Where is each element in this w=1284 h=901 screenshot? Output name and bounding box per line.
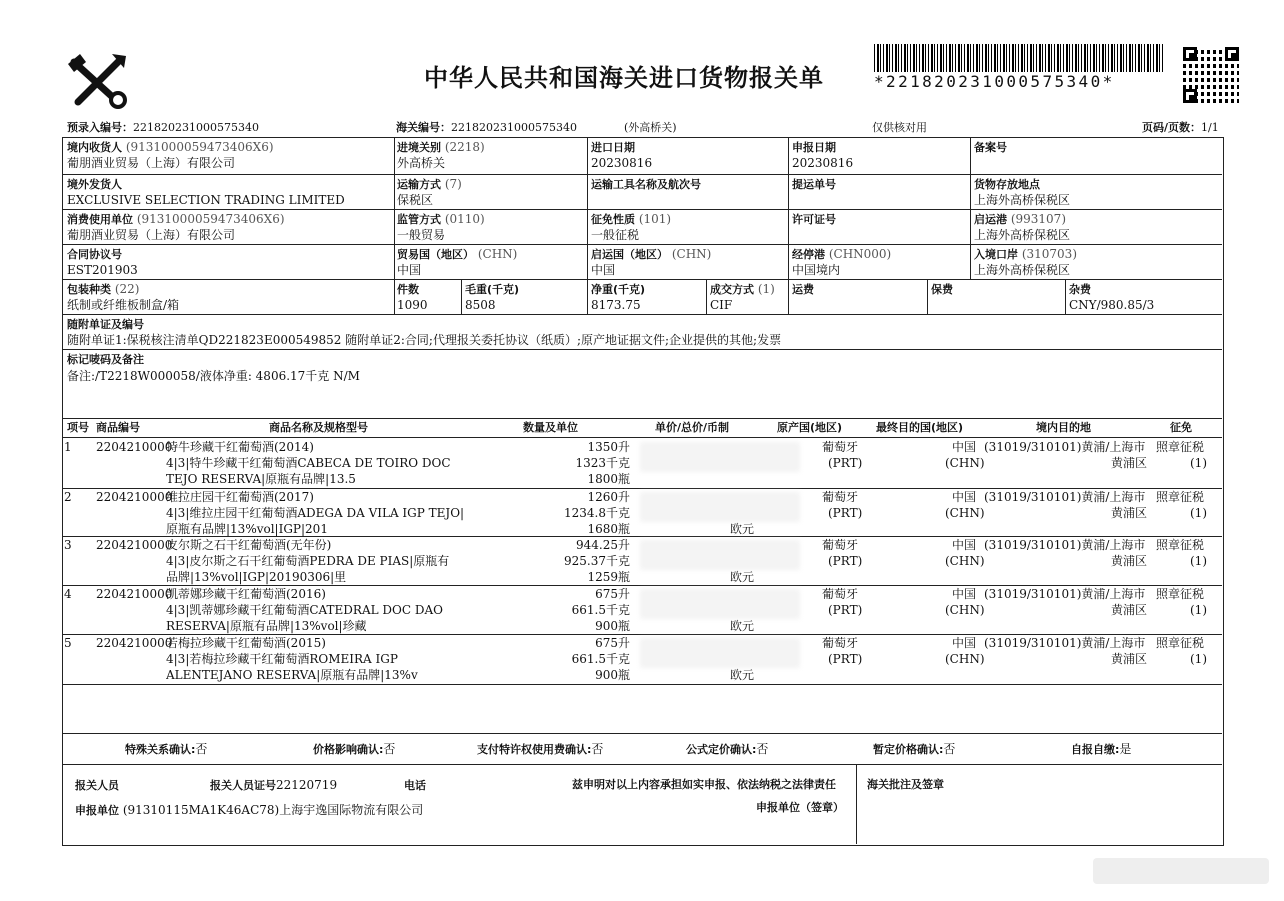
qr-code — [1183, 47, 1239, 103]
goods-dest: (31019/310101)黄浦/上海市 — [984, 636, 1146, 650]
goods-dest-country: 中国 — [952, 587, 977, 601]
goods-qty-kg: 661.5千克 — [571, 652, 630, 666]
goods-name: 特牛珍藏干红葡萄酒(2014) — [166, 440, 314, 454]
goods-spec-cont: 品牌|13%vol|IGP|20190306|里 — [166, 570, 347, 584]
goods-name: 维拉庄园干红葡萄酒(2017) — [166, 490, 314, 504]
import-date-value: 20230816 — [591, 156, 653, 170]
shipper-label: 境外发货人 — [67, 178, 122, 191]
package-type-label: 包装种类 (22) — [67, 282, 140, 296]
goods-dest-district: 黄浦区 — [1111, 456, 1148, 470]
supervision-value: 一般贸易 — [397, 228, 446, 242]
goods-dest-country: 中国 — [952, 538, 977, 552]
special-relationship-confirm: 特殊关系确认:否 — [125, 742, 208, 756]
consumer-value: 葡朋酒业贸易（上海）有限公司 — [67, 228, 236, 242]
goods-levy: 照章征税 — [1156, 440, 1205, 454]
goods-origin: 葡萄牙 — [822, 538, 859, 552]
customs-sign-label: 海关批注及签章 — [867, 778, 944, 791]
goods-qty-kg: 1234.8千克 — [564, 506, 630, 520]
goods-dest-district: 黄浦区 — [1111, 603, 1148, 617]
package-type-value: 纸制或纤维板制盒/箱 — [67, 298, 180, 312]
license-label: 许可证号 — [792, 213, 836, 226]
goods-currency: 欧元 — [730, 619, 755, 633]
goods-levy-code: (1) — [1190, 652, 1207, 666]
contract-label: 合同协议号 — [67, 248, 122, 261]
goods-currency: 欧元 — [730, 522, 755, 536]
consumer-label: 消费使用单位 (9131000059473406X6) — [67, 212, 285, 226]
goods-origin: 葡萄牙 — [822, 636, 859, 650]
goods-price-redacted — [640, 589, 800, 619]
vessel-label: 运输工具名称及航次号 — [591, 178, 701, 191]
broker-cert: 报关人员证号22120719 — [210, 778, 338, 792]
verification-note: 仅供核对用 — [872, 121, 927, 134]
goods-dest-country-code: (CHN) — [945, 652, 985, 666]
barcode — [874, 44, 1164, 72]
goods-no: 2 — [64, 490, 72, 504]
goods-code: 2204210000 — [96, 636, 173, 650]
misc-fee-value: CNY/980.85/3 — [1069, 298, 1155, 312]
goods-levy-code: (1) — [1190, 506, 1207, 520]
goods-no: 4 — [64, 587, 72, 601]
freight-label: 运费 — [792, 283, 814, 296]
goods-levy: 照章征税 — [1156, 490, 1205, 504]
entry-port-customs-label: 进境关别 (2218) — [397, 140, 485, 154]
goods-no: 5 — [64, 636, 72, 650]
goods-spec-cont: TEJO RESERVA|原瓶有品牌|13.5 — [166, 472, 356, 486]
goods-qty-bottles: 1800瓶 — [587, 472, 630, 486]
entry-port-label: 入境口岸 (310703) — [974, 247, 1077, 261]
self-payment-confirm: 自报自缴:是 — [1071, 742, 1132, 756]
goods-origin-code: (PRT) — [828, 603, 863, 617]
goods-levy: 照章征税 — [1156, 587, 1205, 601]
entry-port-value: 上海外高桥保税区 — [974, 263, 1071, 277]
price-impact-confirm: 价格影响确认:否 — [313, 742, 396, 756]
goods-dest: (31019/310101)黄浦/上海市 — [984, 587, 1146, 601]
terms-label: 成交方式 (1) — [710, 282, 775, 296]
pre-entry-number: 预录入编号：221820231000575340 — [67, 121, 259, 134]
goods-dest-country-code: (CHN) — [945, 554, 985, 568]
entry-port-customs-value: 外高桥关 — [397, 156, 446, 170]
royalty-confirm: 支付特许权使用费确认:否 — [477, 742, 604, 756]
goods-name: 凯蒂娜珍藏干红葡萄酒(2016) — [166, 587, 326, 601]
goods-dest-country: 中国 — [952, 636, 977, 650]
transit-port-label: 经停港 (CHN000) — [792, 247, 892, 261]
declaration-statement: 兹申明对以上内容承担如实申报、依法纳税之法律责任 — [572, 778, 836, 791]
goods-header-dest-country: 最终目的国(地区) — [876, 421, 964, 434]
goods-code: 2204210000 — [96, 538, 173, 552]
goods-levy-code: (1) — [1190, 603, 1207, 617]
goods-dest-district: 黄浦区 — [1111, 652, 1148, 666]
supervision-label: 监管方式 (0110) — [397, 212, 485, 226]
goods-dest: (31019/310101)黄浦/上海市 — [984, 440, 1146, 454]
goods-code: 2204210000 — [96, 587, 173, 601]
transit-port-value: 中国境内 — [792, 263, 841, 277]
pieces-value: 1090 — [397, 298, 428, 312]
insurance-label: 保费 — [931, 283, 953, 296]
goods-dest-country-code: (CHN) — [945, 603, 985, 617]
phone-label: 电话 — [404, 779, 426, 792]
goods-dest: (31019/310101)黄浦/上海市 — [984, 490, 1146, 504]
goods-origin-code: (PRT) — [828, 506, 863, 520]
goods-qty-kg: 925.37千克 — [564, 554, 630, 568]
goods-origin-code: (PRT) — [828, 456, 863, 470]
goods-no: 1 — [64, 440, 72, 454]
transport-mode-label: 运输方式 (7) — [397, 177, 462, 191]
goods-dest-country-code: (CHN) — [945, 456, 985, 470]
documents-value: 随附单证1:保税核注清单QD221823E000549852 随附单证2:合同;代理报关委托协议（纸质）;原产地证据文件;企业提供的其他;发票 — [67, 333, 782, 347]
goods-currency: 欧元 — [730, 668, 755, 682]
marks-label: 标记唛码及备注 — [67, 353, 144, 366]
goods-spec-cont: RESERVA|原瓶有品牌|13%vol|珍藏 — [166, 619, 367, 633]
goods-origin: 葡萄牙 — [822, 440, 859, 454]
goods-levy: 照章征税 — [1156, 636, 1205, 650]
net-weight-value: 8173.75 — [591, 298, 641, 312]
goods-origin-code: (PRT) — [828, 554, 863, 568]
goods-header-price: 单价/总价/币制 — [655, 421, 730, 434]
goods-levy-code: (1) — [1190, 456, 1207, 470]
goods-header-origin: 原产国(地区) — [777, 421, 843, 434]
goods-name: 皮尔斯之石干红葡萄酒(无年份) — [166, 538, 332, 552]
goods-price-redacted — [640, 638, 800, 668]
misc-fee-label: 杂费 — [1069, 283, 1091, 296]
goods-qty-liters: 944.25升 — [576, 538, 630, 552]
transport-mode-value: 保税区 — [397, 193, 434, 207]
goods-spec-cont: ALENTEJANO RESERVA|原瓶有品牌|13%v — [166, 668, 418, 682]
dispatch-country-value: 中国 — [591, 263, 616, 277]
goods-spec: 4|3|若梅拉珍藏干红葡萄酒ROMEIRA IGP — [166, 652, 398, 666]
goods-code: 2204210000 — [96, 490, 173, 504]
marks-value: 备注:/T2218W000058/液体净重: 4806.17千克 N/M — [67, 369, 360, 383]
goods-spec: 4|3|凯蒂娜珍藏干红葡萄酒CATEDRAL DOC DAO — [166, 603, 443, 617]
terms-value: CIF — [710, 298, 733, 312]
goods-qty-liters: 1350升 — [587, 440, 630, 454]
shipper-value: EXCLUSIVE SELECTION TRADING LIMITED — [67, 193, 345, 207]
page-title: 中华人民共和国海关进口货物报关单 — [424, 64, 824, 92]
goods-no: 3 — [64, 538, 72, 552]
documents-label: 随附单证及编号 — [67, 318, 144, 331]
goods-levy-code: (1) — [1190, 554, 1207, 568]
levy-nature-value: 一般征税 — [591, 228, 640, 242]
formula-price-confirm: 公式定价确认:否 — [686, 742, 769, 756]
broker-label: 报关人员 — [75, 779, 119, 792]
declaration-date-value: 20230816 — [792, 156, 854, 170]
goods-header-levy: 征免 — [1170, 421, 1192, 434]
goods-price-redacted — [640, 492, 800, 522]
storage-location-value: 上海外高桥保税区 — [974, 193, 1071, 207]
goods-qty-bottles: 1680瓶 — [587, 522, 630, 536]
goods-price-redacted — [640, 442, 800, 472]
declaration-date-label: 申报日期 — [792, 141, 836, 154]
goods-code: 2204210000 — [96, 440, 173, 454]
goods-qty-bottles: 1259瓶 — [587, 570, 630, 584]
customs-number: 海关编号：221820231000575340 — [396, 121, 577, 134]
goods-dest-district: 黄浦区 — [1111, 554, 1148, 568]
declaring-unit: 申报单位 (91310115MA1K46AC78)上海宇逸国际物流有限公司 — [75, 803, 424, 817]
goods-levy: 照章征税 — [1156, 538, 1205, 552]
goods-header-code: 商品编号 — [96, 421, 140, 434]
gross-weight-label: 毛重(千克) — [465, 283, 520, 296]
goods-price-redacted — [640, 540, 800, 570]
goods-origin: 葡萄牙 — [822, 490, 859, 504]
customs-office: (外高桥关) — [624, 121, 677, 134]
goods-spec: 4|3|皮尔斯之石干红葡萄酒PEDRA DE PIAS|原瓶有 — [166, 554, 450, 568]
goods-name: 若梅拉珍藏干红葡萄酒(2015) — [166, 636, 326, 650]
goods-qty-liters: 1260升 — [587, 490, 630, 504]
dispatch-country-label: 启运国（地区） (CHN) — [591, 247, 712, 261]
storage-location-label: 货物存放地点 — [974, 178, 1040, 191]
goods-dest: (31019/310101)黄浦/上海市 — [984, 538, 1146, 552]
goods-qty-bottles: 900瓶 — [595, 668, 630, 682]
goods-dest-country-code: (CHN) — [945, 506, 985, 520]
goods-currency: 欧元 — [730, 570, 755, 584]
goods-dest-country: 中国 — [952, 490, 977, 504]
goods-origin: 葡萄牙 — [822, 587, 859, 601]
goods-header-qty: 数量及单位 — [523, 421, 578, 434]
barcode-text: *221820231000575340* — [874, 72, 1115, 91]
gross-weight-value: 8508 — [465, 298, 496, 312]
goods-qty-kg: 661.5千克 — [571, 603, 630, 617]
goods-dest-country: 中国 — [952, 440, 977, 454]
goods-spec: 4|3|维拉庄园干红葡萄酒ADEGA DA VILA IGP TEJO| — [166, 506, 465, 520]
goods-qty-liters: 675升 — [595, 587, 630, 601]
goods-dest-district: 黄浦区 — [1111, 506, 1148, 520]
consignee-label: 境内收货人 (9131000059473406X6) — [67, 140, 274, 154]
goods-qty-bottles: 900瓶 — [595, 619, 630, 633]
departure-port-label: 启运港 (993107) — [974, 212, 1066, 226]
page-number: 页码/页数：1/1 — [1142, 121, 1219, 134]
provisional-price-confirm: 暂定价格确认:否 — [873, 742, 956, 756]
goods-spec-cont: 原瓶有品牌|13%vol|IGP|201 — [166, 522, 328, 536]
levy-nature-label: 征免性质 (101) — [591, 212, 672, 226]
page-toolbar — [1093, 858, 1269, 884]
pieces-label: 件数 — [397, 283, 419, 296]
goods-header-name: 商品名称及规格型号 — [269, 421, 368, 434]
departure-port-value: 上海外高桥保税区 — [974, 228, 1071, 242]
goods-qty-kg: 1323千克 — [575, 456, 630, 470]
goods-qty-liters: 675升 — [595, 636, 630, 650]
customs-emblem-icon — [66, 50, 132, 110]
bill-of-lading-label: 提运单号 — [792, 178, 836, 191]
trade-country-value: 中国 — [397, 263, 422, 277]
contract-value: EST201903 — [67, 263, 138, 277]
goods-header-dest: 境内目的地 — [1036, 421, 1091, 434]
unit-seal-label: 申报单位（签章） — [756, 801, 844, 814]
trade-country-label: 贸易国（地区） (CHN) — [397, 247, 518, 261]
goods-origin-code: (PRT) — [828, 652, 863, 666]
record-number-label: 备案号 — [974, 141, 1007, 154]
consignee-value: 葡朋酒业贸易（上海）有限公司 — [67, 156, 236, 170]
import-date-label: 进口日期 — [591, 141, 635, 154]
goods-header-no: 项号 — [67, 421, 89, 434]
net-weight-label: 净重(千克) — [591, 283, 646, 296]
goods-spec: 4|3|特牛珍藏干红葡萄酒CABECA DE TOIRO DOC — [166, 456, 451, 470]
